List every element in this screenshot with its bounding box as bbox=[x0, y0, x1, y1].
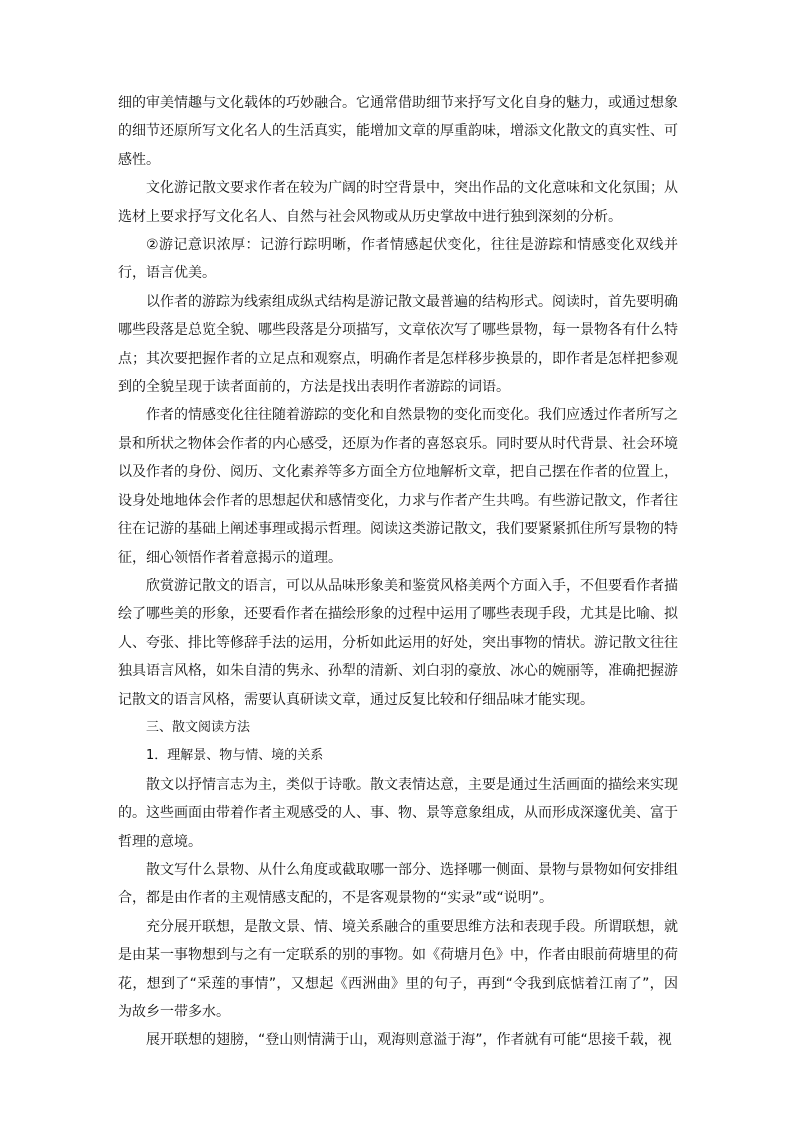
paragraph-language-appreciation: 欣赏游记散文的语言，可以从品味形象美和鉴赏风格美两个方面入手，不但要看作者描绘了哪些美的形象，还要看作者在描绘形象的过程中运用了哪些表现手段，尤其是比喻、拟人、夸张、排比等修辞手法的运用，分析如此运用的好处，突出事物的情状。游记散文往往独具语言风格，如朱自清的隽永、孙犁的清新、刘白羽的豪放、冰心的婉丽等，准确把握游记散文的语言风格，需要认真研读文章，通过反复比较和仔细品味才能实现。 bbox=[118, 577, 678, 708]
paragraph-travel-awareness: ②游记意识浓厚：记游行踪明晰，作者情感起伏变化，往往是游踪和情感变化双线并行，语言优美。 bbox=[118, 237, 678, 282]
paragraph-cultural-travel-essay: 文化游记散文要求作者在较为广阔的时空背景中，突出作品的文化意味和文化氛围；从选材上要求抒写文化名人、自然与社会风物或从历史掌故中进行独到深刻的分析。 bbox=[118, 180, 678, 225]
paragraph-lyrical-expression: 散文以抒情言志为主，类似于诗歌。散文表情达意，主要是通过生活画面的描绘来实现的。这些画面由带着作者主观感受的人、事、物、景等意象组成，从而形成深邃优美、富于哲理的意境。 bbox=[118, 776, 678, 850]
paragraph-travel-structure: 以作者的游踪为线索组成纵式结构是游记散文最普遍的结构形式。阅读时，首先要明确哪些段落是总览全貌、哪些段落是分项描写，文章依次写了哪些景物，每一景物各有什么特点；其次要把握作者的立足点和观察点，明确作者是怎样移步换景的，即作者是怎样把参观到的全貌呈现于读者面前的，方法是找出表明作者游踪的词语。 bbox=[118, 293, 678, 396]
section-heading-reading-methods: 三、散文阅读方法 bbox=[146, 719, 251, 735]
subheading-scene-emotion: 1．理解景、物与情、境的关系 bbox=[146, 748, 324, 764]
paragraph-scene-selection: 散文写什么景物、从什么角度或截取哪一部分、选择哪一侧面、景物与景物如何安排组合，都是由作者的主观情感支配的，不是客观景物的“实录”或“说明”。 bbox=[118, 861, 678, 907]
paragraph-imagination-wings: 展开联想的翅膀，“登山则情满于山，观海则意溢于海”，作者就有可能“思接千载，视 bbox=[146, 1032, 672, 1049]
paragraph-emotion-change: 作者的情感变化往往随着游踪的变化和自然景物的变化而变化。我们应透过作者所写之景和所状之物体会作者的内心感受，还原为作者的喜怒哀乐。同时要从时代背景、社会环境以及作者的身份、阅历、文化素养等多方面全方位地解析文章，把自己摆在作者的位置上，设身处地地体会作者的思想起伏和感情变化，力求与作者产生共鸣。有些游记散文，作者往往在记游的基础上阐述事理或揭示哲理。阅读这类游记散文，我们要紧紧抓住所写景物的特征，细心领悟作者着意揭示的道理。 bbox=[118, 407, 678, 566]
document-body bbox=[118, 89, 678, 1055]
paragraph-cultural-fusion: 细的审美情趣与文化载体的巧妙融合。它通常借助细节来抒写文化自身的魅力，或通过想象的细节还原所写文化名人的生活真实，能增加文章的厚重韵味，增添文化散文的真实性、可感性。 bbox=[118, 95, 678, 168]
paragraph-association: 充分展开联想，是散文景、情、境关系融合的重要思维方法和表现手段。所谓联想，就是由某一事物想到与之有一定联系的别的事物。如《荷塘月色》中，作者由眼前荷塘里的荷花，想到了“采莲的事情”，又想起《西洲曲》里的句子，再到“令我到底惦着江南了”，因为故乡一带多水。 bbox=[118, 918, 678, 1020]
